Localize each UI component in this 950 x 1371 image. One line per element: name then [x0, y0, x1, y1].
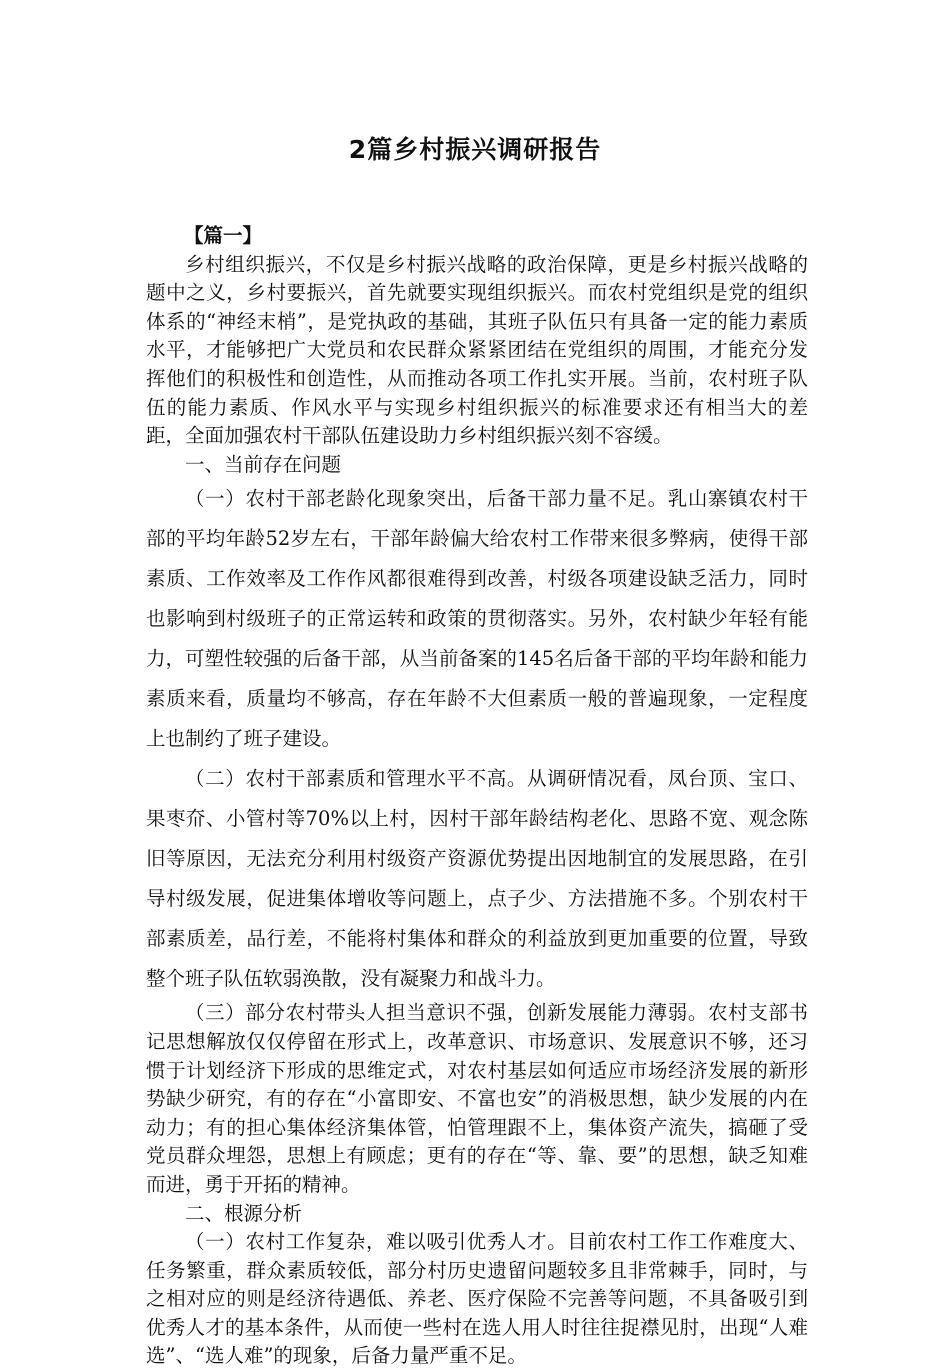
document-body	[146, 222, 808, 1371]
section-label: 【篇一】	[184, 224, 263, 247]
paragraph-cause-talent: （一）农村工作复杂，难以吸引优秀人才。目前农村工作工作难度大、任务繁重，群众素质较低，部分村历史遗留问题较多且非常棘手，同时，与之相对应的则是经济待遇低、养老、医疗保险不完善等问题，不具备吸引到优秀人才的基本条件，从而使一些村在选人用人时往往捉襟见肘，出现“人难选”、“选人难”的现象，后备力量严重不足。	[146, 1230, 808, 1368]
section-heading-current-issues: 一、当前存在问题	[185, 452, 342, 476]
paragraph-issue-aging: （一）农村干部老龄化现象突出，后备干部力量不足。乳山寨镇农村干部的平均年龄52岁左右，干部年龄偏大给农村工作带来很多弊病，使得干部素质、工作效率及工作作风都很难得到改善，村级各项建设缺乏活力，同时也影响到村级班子的正常运转和政策的贯彻落实。另外，农村缺少年轻有能力，可塑性较强的后备干部，从当前备案的145名后备干部的平均年龄和能力素质来看，质量均不够高，存在年龄不大但素质一般的普遍现象，一定程度上也制约了班子建设。	[146, 487, 808, 751]
paragraph-intro: 乡村组织振兴，不仅是乡村振兴战略的政治保障，更是乡村振兴战略的题中之义，乡村要振兴，首先就要实现组织振兴。而农村党组织是党的组织体系的“神经末梢”，是党执政的基础，其班子队伍只有具备一定的能力素质水平，才能够把广大党员和农民群众紧紧团结在党组织的周围，才能充分发挥他们的积极性和创造性，从而推动各项工作扎实开展。当前，农村班子队伍的能力素质、作风水平与实现乡村组织振兴的标准要求还有相当大的差距，全面加强农村干部队伍建设助力乡村组织振兴刻不容缓。	[146, 252, 808, 448]
section-heading-root-causes: 二、根源分析	[185, 1201, 303, 1225]
paragraph-issue-leadership: （三）部分农村带头人担当意识不强，创新发展能力薄弱。农村支部书记思想解放仅仅停留在形式上，改革意识、市场意识、发展意识不够，还习惯于计划经济下形成的思维定式，对农村基层如何适应市场经济发展的新形势缺少研究，有的存在“小富即安、不富也安”的消极思想，缺少发展的内在动力；有的担心集体经济集体管，怕管理跟不上，集体资产流失，搞砸了受党员群众埋怨，思想上有顾虑；更有的存在“等、靠、要”的思想，缺乏知难而进，勇于开拓的精神。	[146, 1001, 808, 1196]
paragraph-issue-quality: （二）农村干部素质和管理水平不高。从调研情况看，凤台顶、宝口、果枣夼、小管村等70%以上村，因村干部年龄结构老化、思路不宽、观念陈旧等原因，无法充分利用村级资产资源优势提出因地制宜的发展思路，在引导村级发展，促进集体增收等问题上，点子少、方法措施不多。个别农村干部素质差，品行差，不能将村集体和群众的利益放到更加重要的位置，导致整个班子队伍软弱涣散，没有凝聚力和战斗力。	[146, 767, 808, 991]
page-title: 2篇乡村振兴调研报告	[348, 135, 602, 164]
